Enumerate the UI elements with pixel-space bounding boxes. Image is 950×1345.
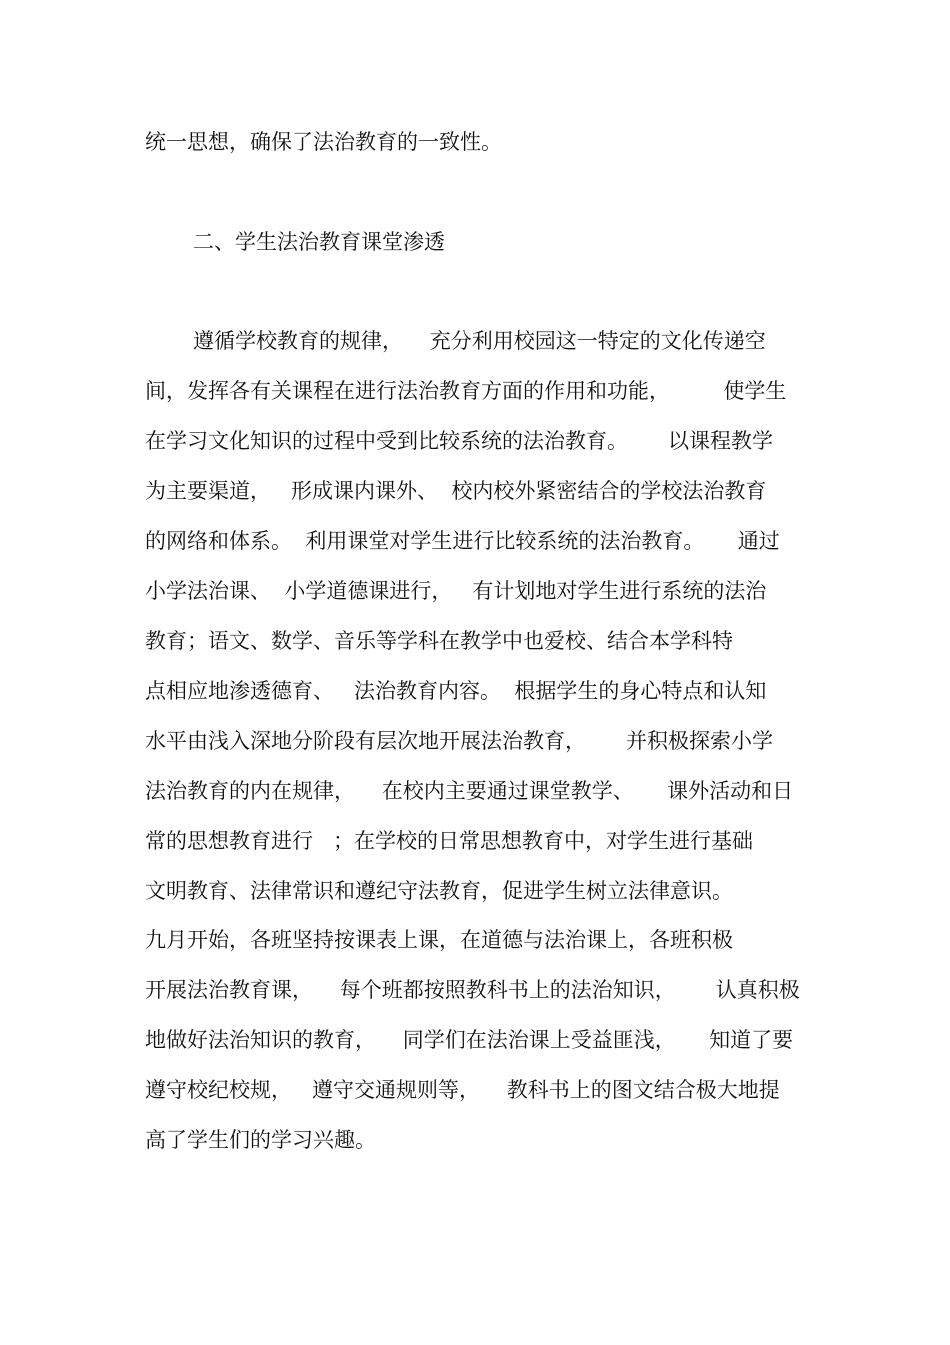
paragraph-line: 点相应地渗透德育、 法治教育内容。 根据学生的身心特点和认知 (145, 679, 767, 703)
section-heading: 二、学生法治教育课堂渗透 (193, 230, 445, 254)
paragraph-line: 小学法治课、 小学道德课进行， 有计划地对学生进行系统的法治 (145, 579, 767, 603)
paragraph-line: 法治教育的内在规律， 在校内主要通过课堂教学、 课外活动和日 (145, 779, 794, 803)
paragraph-line: 水平由浅入深地分阶段有层次地开展法治教育， 并积极探索小学 (145, 729, 774, 753)
paragraph-line: 地做好法治知识的教育， 同学们在法治课上受益匪浅， 知道了要 (145, 1028, 794, 1052)
paragraph-line: 文明教育、法律常识和遵纪守法教育，促进学生树立法律意识。 (145, 879, 733, 903)
paragraph-line: 遵守校纪校规， 遵守交通规则等， 教科书上的图文结合极大地提 (145, 1078, 780, 1102)
paragraph-line: 常的思想教育进行 ；在学校的日常思想教育中，对学生进行基础 (145, 829, 754, 853)
opening-line: 统一思想，确保了法治教育的一致性。 (145, 130, 502, 154)
paragraph-line: 九月开始，各班坚持按课表上课，在道德与法治课上，各班积极 (145, 928, 733, 952)
paragraph-line: 开展法治教育课， 每个班都按照教科书上的法治知识， 认真积极 (145, 978, 800, 1002)
paragraph-line: 在学习文化知识的过程中受到比较系统的法治教育。 以课程教学 (145, 429, 774, 453)
paragraph-line: 间，发挥各有关课程在进行法治教育方面的作用和功能， 使学生 (145, 379, 787, 403)
paragraph-line: 高了学生们的学习兴趣。 (145, 1128, 376, 1152)
paragraph-line: 遵循学校教育的规律， 充分利用校园这一特定的文化传递空 (193, 329, 766, 353)
paragraph-line: 教育；语文、数学、音乐等学科在教学中也爱校、结合本学科特 (145, 629, 733, 653)
paragraph-line: 为主要渠道， 形成课内课外、 校内校外紧密结合的学校法治教育 (145, 479, 767, 503)
paragraph-line: 的网络和体系。 利用课堂对学生进行比较系统的法治教育。 通过 (145, 529, 780, 553)
